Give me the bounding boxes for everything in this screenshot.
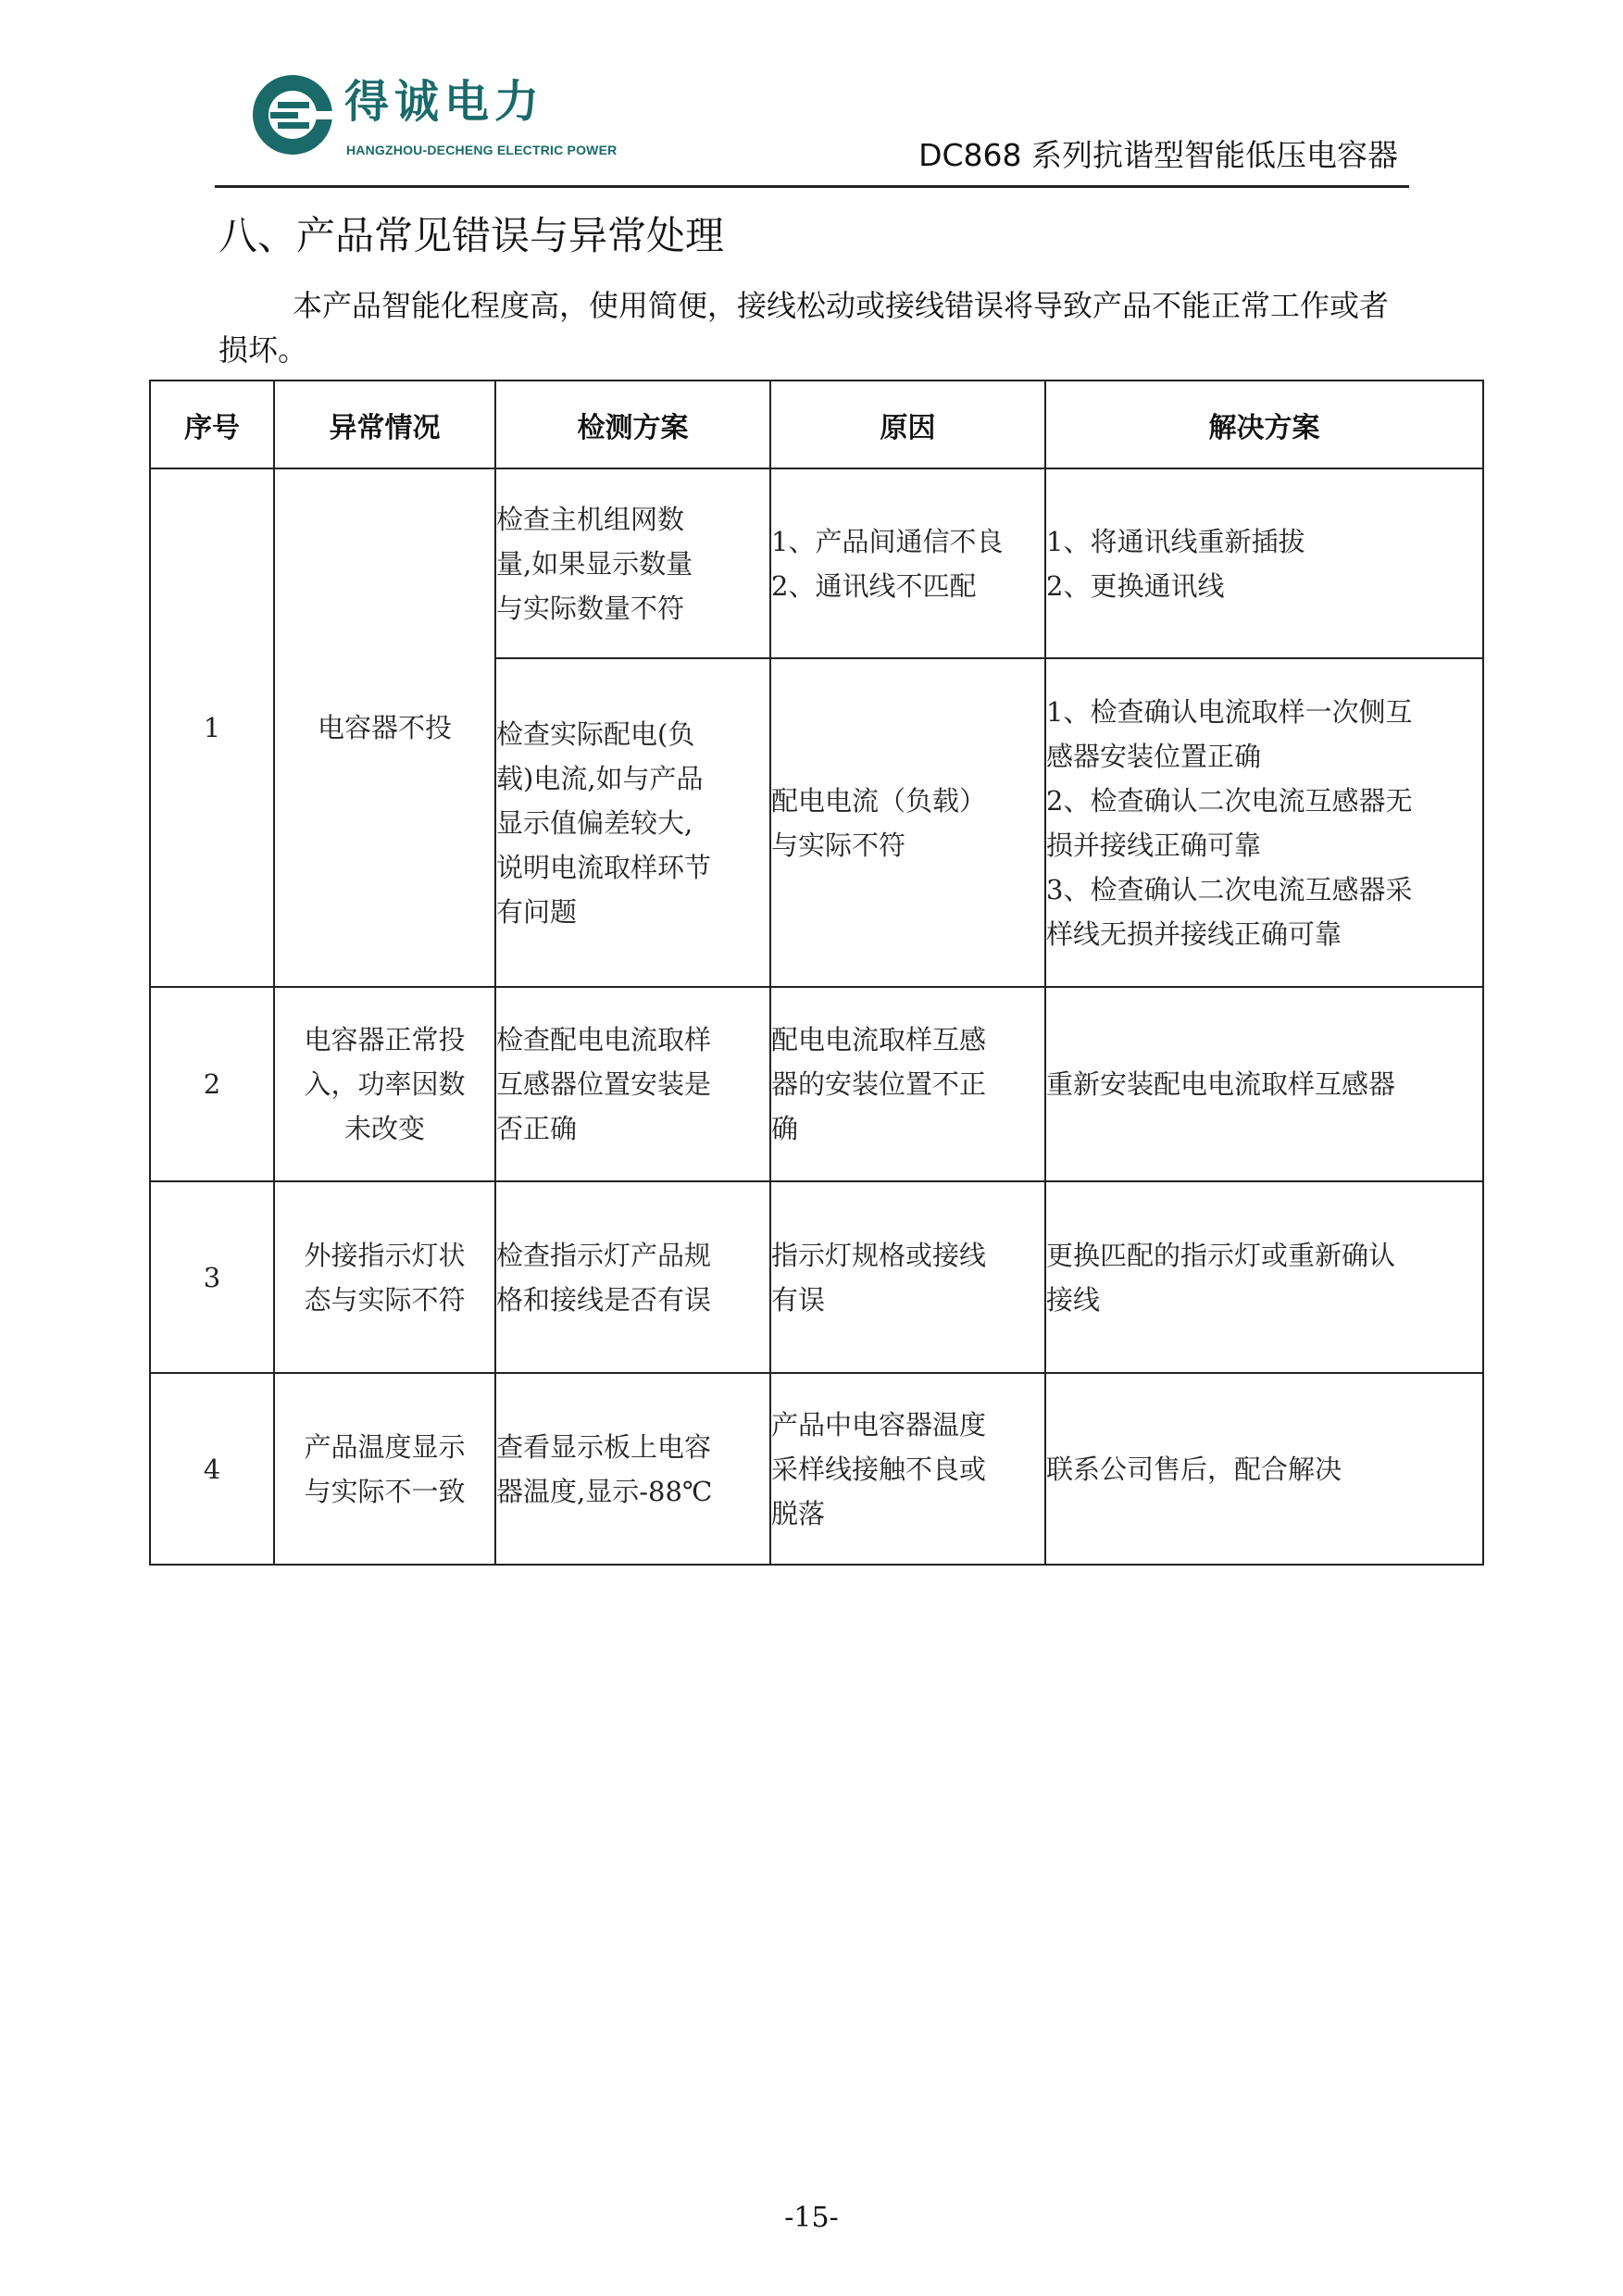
solution-line: 损并接线正确可靠 [1046,829,1262,861]
cause-line: 采样线接触不良或 [771,1453,987,1485]
solution-line: 更换匹配的指示灯或重新确认 [1046,1239,1396,1271]
solution-line: 2、更换通讯线 [1046,569,1225,602]
solution-line: 1、检查确认电流取样一次侧互 [1046,695,1413,728]
situation-line: 与实际不一致 [304,1475,466,1507]
cause-line: 配电电流取样互感 [771,1024,987,1055]
page-number: -15- [784,2202,839,2234]
check-line: 否正确 [496,1113,578,1144]
check-line: 显示值偏差较大, [496,806,693,839]
logo-mark-icon [250,72,335,157]
troubleshooting-table [149,380,1484,1566]
row-situation [274,1181,495,1373]
row-number: 3 [150,1181,274,1373]
header-no: 序号 [150,381,274,468]
header-check: 检测方案 [495,381,770,468]
row-situation [274,987,495,1181]
row-solution [1045,1181,1483,1373]
check-line: 说明电流取样环节 [496,851,712,883]
solution-line: 感器安装位置正确 [1046,740,1262,772]
situation-line: 外接指示灯状 [304,1239,466,1271]
row-number: 1 [150,468,274,987]
company-logo [250,72,805,174]
row-check [495,987,770,1181]
section-title: 八、产品常见错误与异常处理 [218,213,725,258]
cause-line: 与实际不符 [771,829,906,861]
check-line: 检查实际配电(负 [496,718,695,750]
check-line: 格和接线是否有误 [496,1283,712,1316]
check-line: 检查指示灯产品规 [496,1239,712,1271]
page-header [215,56,1409,185]
header-situation: 异常情况 [274,381,495,468]
check-line: 检查配电电流取样 [496,1024,712,1055]
row-check [495,658,770,987]
check-line: 查看显示板上电容 [496,1430,712,1463]
cause-line: 1、产品间通信不良 [771,525,1004,557]
check-line: 器温度,显示-88℃ [496,1475,713,1507]
table-header-row [150,381,1483,468]
cause-line: 脱落 [771,1497,826,1529]
row-solution [1045,468,1483,658]
situation-line: 态与实际不符 [304,1283,466,1316]
cause-line: 指示灯规格或接线 [771,1239,987,1271]
document-title: DC868 系列抗谐型智能低压电容器 [918,137,1398,173]
cause-line: 确 [771,1113,799,1144]
check-line: 有问题 [496,895,578,928]
situation-line: 电容器正常投 [304,1024,466,1055]
situation-line: 未改变 [343,1113,425,1144]
solution-line: 样线无损并接线正确可靠 [1046,917,1342,950]
header-solution: 解决方案 [1045,381,1483,468]
intro-paragraph: 本产品智能化程度高，使用简便，接线松动或接线错误将导致产品不能正常工作或者损坏。 [218,288,1390,368]
cause-line: 有误 [771,1283,826,1316]
table-row [150,987,1483,1181]
solution-line: 1、将通讯线重新插拔 [1046,525,1305,557]
table-row [150,1373,1483,1565]
solution-line: 3、检查确认二次电流互感器采 [1046,873,1413,905]
check-line: 检查主机组网数 [496,503,685,535]
cause-line: 配电电流（负载） [771,784,987,817]
solution-line: 重新安装配电电流取样互感器 [1046,1068,1396,1100]
situation-line: 入，功率因数 [304,1068,466,1100]
row-cause [770,468,1045,658]
logo-text-cn: 得诚电力 [344,76,545,128]
row-check [495,1373,770,1565]
cause-line: 器的安装位置不正 [771,1068,987,1100]
cause-line: 2、通讯线不匹配 [771,569,977,602]
check-line: 载)电流,如与产品 [496,762,704,794]
row-situation [274,468,495,987]
row-check [495,468,770,658]
row-number: 4 [150,1373,274,1565]
situation-line: 电容器不投 [317,712,452,743]
cause-line: 产品中电容器温度 [771,1408,987,1441]
table-row [150,1181,1483,1373]
row-solution [1045,1373,1483,1565]
check-line: 互感器位置安装是 [496,1068,712,1100]
row-cause [770,1373,1045,1565]
header-cause: 原因 [770,381,1045,468]
situation-line: 产品温度显示 [304,1430,466,1463]
table-row [150,468,1483,658]
row-solution [1045,987,1483,1181]
row-cause [770,987,1045,1181]
solution-line: 2、检查确认二次电流互感器无 [1046,784,1413,817]
row-cause [770,1181,1045,1373]
logo-text-en: HANGZHOU-DECHENG ELECTRIC POWER [346,143,618,157]
header-divider [215,185,1409,188]
row-situation [274,1373,495,1565]
row-cause [770,658,1045,987]
check-line: 与实际数量不符 [496,592,685,624]
solution-line: 接线 [1046,1283,1101,1316]
solution-line: 联系公司售后，配合解决 [1046,1453,1342,1485]
row-number: 2 [150,987,274,1181]
row-check [495,1181,770,1373]
row-solution [1045,658,1483,987]
check-line: 量,如果显示数量 [496,547,693,580]
